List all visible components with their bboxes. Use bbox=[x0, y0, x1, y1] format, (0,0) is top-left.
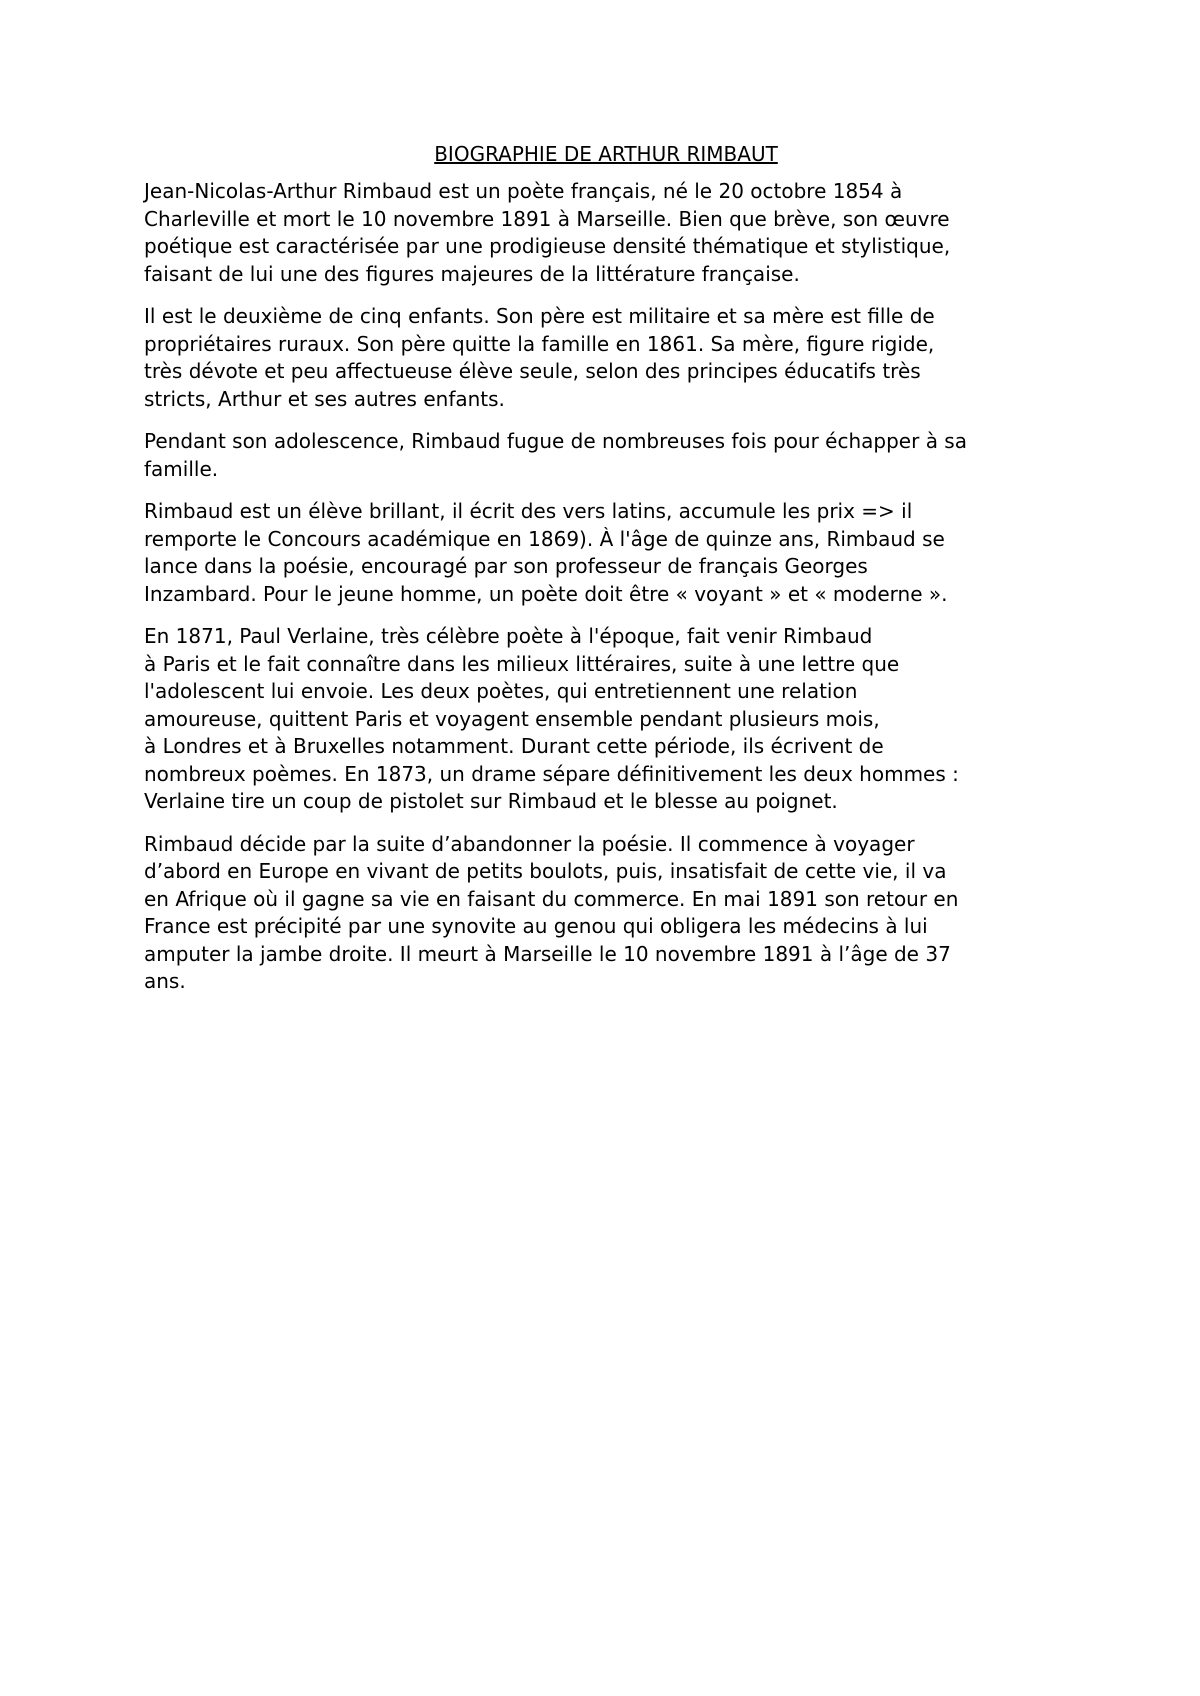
paragraph-line: propriétaires ruraux. Son père quitte la famille en 1861. Sa mère, figure rigide, bbox=[144, 331, 935, 356]
paragraph-line: Rimbaud décide par la suite d’abandonner la poésie. Il commence à voyager bbox=[144, 831, 915, 856]
paragraph-line: stricts, Arthur et ses autres enfants. bbox=[144, 386, 505, 411]
paragraph-line: à Londres et à Bruxelles notamment. Durant cette période, ils écrivent de bbox=[144, 734, 884, 758]
paragraph-line: à Paris et le fait connaître dans les milieux littéraires, suite à une lettre que bbox=[144, 651, 900, 676]
paragraph-line: nombreux poèmes. En 1873, un drame sépare définitivement les deux hommes : bbox=[144, 761, 959, 786]
paragraph-line: faisant de lui une des figures majeures de la littérature française. bbox=[144, 261, 800, 286]
paragraph-line: d’abord en Europe en vivant de petits boulots, puis, insatisfait de cette vie, il va bbox=[144, 859, 947, 883]
document-body bbox=[144, 140, 1068, 1011]
paragraph-2 bbox=[144, 303, 1068, 413]
paragraph-line: lance dans la poésie, encouragé par son professeur de français Georges bbox=[144, 554, 868, 578]
paragraph-line: l'adolescent lui envoie. Les deux poètes, qui entretiennent une relation bbox=[144, 679, 858, 703]
paragraph-line: Pendant son adolescence, Rimbaud fugue de nombreuses fois pour échapper à sa bbox=[144, 429, 967, 453]
paragraph-5 bbox=[144, 623, 1068, 816]
paragraph-line: amoureuse, quittent Paris et voyagent ensemble pendant plusieurs mois, bbox=[144, 706, 880, 731]
paragraph-line: En 1871, Paul Verlaine, très célèbre poète à l'époque, fait venir Rimbaud bbox=[144, 624, 873, 648]
paragraph-line: Charleville et mort le 10 novembre 1891 à Marseille. Bien que brève, son œuvre bbox=[144, 206, 950, 231]
paragraph-line: Verlaine tire un coup de pistolet sur Rimbaud et le blesse au poignet. bbox=[144, 789, 838, 813]
paragraph-line: remporte le Concours académique en 1869). À l'âge de quinze ans, Rimbaud se bbox=[144, 526, 945, 551]
paragraph-line: France est précipité par une synovite au genou qui obligera les médecins à lui bbox=[144, 914, 928, 938]
paragraph-line: ans. bbox=[144, 969, 186, 993]
paragraph-line: en Afrique où il gagne sa vie en faisant du commerce. En mai 1891 son retour en bbox=[144, 886, 959, 911]
paragraph-line: famille. bbox=[144, 456, 219, 481]
paragraph-line: Jean-Nicolas-Arthur Rimbaud est un poète français, né le 20 octobre 1854 à bbox=[144, 179, 903, 203]
paragraph-line: amputer la jambe droite. Il meurt à Marseille le 10 novembre 1891 à l’âge de 37 bbox=[144, 941, 951, 966]
paragraph-line: très dévote et peu affectueuse élève seule, selon des principes éducatifs très bbox=[144, 359, 921, 383]
paragraph-3 bbox=[144, 428, 1068, 483]
paragraph-line: poétique est caractérisée par une prodigieuse densité thématique et stylistique, bbox=[144, 234, 951, 258]
paragraph-line: Rimbaud est un élève brillant, il écrit des vers latins, accumule les prix => il bbox=[144, 499, 913, 523]
paragraph-1 bbox=[144, 178, 1068, 288]
paragraph-line: Il est le deuxième de cinq enfants. Son père est militaire et sa mère est fille de bbox=[144, 304, 935, 328]
document-title: BIOGRAPHIE DE ARTHUR RIMBAUT bbox=[434, 142, 778, 166]
paragraph-4 bbox=[144, 498, 1068, 608]
paragraph-line: Inzambard. Pour le jeune homme, un poète doit être « voyant » et « moderne ». bbox=[144, 581, 948, 606]
paragraph-6 bbox=[144, 831, 1068, 996]
